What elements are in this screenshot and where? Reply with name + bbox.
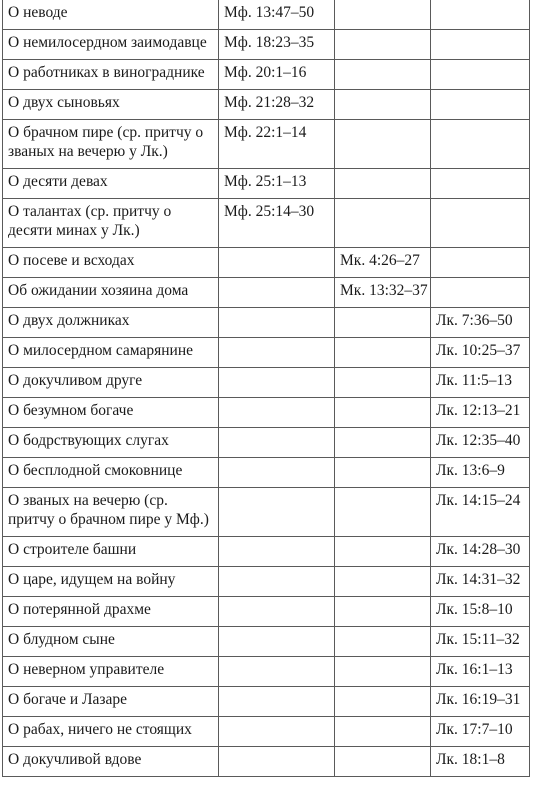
table-row <box>3 248 530 278</box>
luke-reference-cell: Лк. 16:1–13 <box>431 657 530 687</box>
table-row <box>3 278 530 308</box>
parable-name-cell: О талантах (ср. притчу о десяти минах у Лк.) <box>3 199 219 248</box>
mark-reference-cell: Мк. 4:26–27 <box>335 248 431 278</box>
mark-reference-cell <box>335 537 431 567</box>
parable-name-cell: О работниках в винограднике <box>3 60 219 90</box>
matthew-reference-cell: Мф. 13:47–50 <box>219 0 335 30</box>
mark-reference-cell <box>335 368 431 398</box>
parable-name-cell: О блудном сыне <box>3 627 219 657</box>
matthew-reference-cell <box>219 428 335 458</box>
parable-name-cell: О докучливой вдове <box>3 747 219 777</box>
matthew-reference-cell <box>219 567 335 597</box>
luke-reference-cell <box>431 278 530 308</box>
luke-reference-cell <box>431 120 530 169</box>
luke-reference-cell <box>431 90 530 120</box>
parable-name-cell: Об ожидании хозяина дома <box>3 278 219 308</box>
luke-reference-cell: Лк. 17:7–10 <box>431 717 530 747</box>
mark-reference-cell <box>335 428 431 458</box>
table-row <box>3 398 530 428</box>
table-row <box>3 308 530 338</box>
table-row <box>3 687 530 717</box>
mark-reference-cell <box>335 90 431 120</box>
mark-reference-cell <box>335 687 431 717</box>
matthew-reference-cell <box>219 368 335 398</box>
parables-table <box>2 0 530 777</box>
luke-reference-cell: Лк. 7:36–50 <box>431 308 530 338</box>
luke-reference-cell: Лк. 12:13–21 <box>431 398 530 428</box>
mark-reference-cell <box>335 169 431 199</box>
parable-name-cell: О царе, идущем на войну <box>3 567 219 597</box>
matthew-reference-cell <box>219 597 335 627</box>
table-row <box>3 120 530 169</box>
luke-reference-cell: Лк. 14:31–32 <box>431 567 530 597</box>
parable-name-cell: О неверном управителе <box>3 657 219 687</box>
luke-reference-cell <box>431 0 530 30</box>
matthew-reference-cell <box>219 537 335 567</box>
table-row <box>3 717 530 747</box>
luke-reference-cell: Лк. 15:11–32 <box>431 627 530 657</box>
mark-reference-cell <box>335 627 431 657</box>
mark-reference-cell <box>335 458 431 488</box>
matthew-reference-cell <box>219 278 335 308</box>
table-row <box>3 567 530 597</box>
table-row <box>3 338 530 368</box>
mark-reference-cell <box>335 338 431 368</box>
parables-table-body <box>3 0 530 777</box>
mark-reference-cell <box>335 120 431 169</box>
table-row <box>3 428 530 458</box>
matthew-reference-cell <box>219 687 335 717</box>
table-row <box>3 627 530 657</box>
parable-name-cell: О званых на вечерю (ср. притчу о брачном пире у Мф.) <box>3 488 219 537</box>
parable-name-cell: О строителе башни <box>3 537 219 567</box>
matthew-reference-cell <box>219 627 335 657</box>
luke-reference-cell <box>431 199 530 248</box>
parable-name-cell: О докучливом друге <box>3 368 219 398</box>
table-row <box>3 169 530 199</box>
parable-name-cell: О богаче и Лазаре <box>3 687 219 717</box>
parable-name-cell: О посеве и всходах <box>3 248 219 278</box>
luke-reference-cell: Лк. 14:28–30 <box>431 537 530 567</box>
parable-name-cell: О немилосердном заимодавце <box>3 30 219 60</box>
mark-reference-cell: Мк. 13:32–37 <box>335 278 431 308</box>
table-row <box>3 458 530 488</box>
matthew-reference-cell: Мф. 25:1–13 <box>219 169 335 199</box>
mark-reference-cell <box>335 30 431 60</box>
matthew-reference-cell <box>219 398 335 428</box>
table-row <box>3 60 530 90</box>
parable-name-cell: О брачном пире (ср. притчу о званых на вечерю у Лк.) <box>3 120 219 169</box>
matthew-reference-cell: Мф. 25:14–30 <box>219 199 335 248</box>
parable-name-cell: О двух сыновьях <box>3 90 219 120</box>
parable-name-cell: О потерянной драхме <box>3 597 219 627</box>
luke-reference-cell: Лк. 12:35–40 <box>431 428 530 458</box>
mark-reference-cell <box>335 398 431 428</box>
mark-reference-cell <box>335 199 431 248</box>
parable-name-cell: О бесплодной смоковнице <box>3 458 219 488</box>
parable-name-cell: О двух должниках <box>3 308 219 338</box>
matthew-reference-cell <box>219 657 335 687</box>
mark-reference-cell <box>335 747 431 777</box>
mark-reference-cell <box>335 657 431 687</box>
table-row <box>3 30 530 60</box>
table-row <box>3 597 530 627</box>
matthew-reference-cell: Мф. 18:23–35 <box>219 30 335 60</box>
luke-reference-cell <box>431 169 530 199</box>
parable-name-cell: О десяти девах <box>3 169 219 199</box>
luke-reference-cell: Лк. 13:6–9 <box>431 458 530 488</box>
luke-reference-cell: Лк. 18:1–8 <box>431 747 530 777</box>
luke-reference-cell: Лк. 10:25–37 <box>431 338 530 368</box>
mark-reference-cell <box>335 717 431 747</box>
parable-name-cell: О бодрствующих слугах <box>3 428 219 458</box>
luke-reference-cell <box>431 60 530 90</box>
table-row <box>3 368 530 398</box>
luke-reference-cell: Лк. 11:5–13 <box>431 368 530 398</box>
parable-name-cell: О безумном богаче <box>3 398 219 428</box>
parable-name-cell: О милосердном самарянине <box>3 338 219 368</box>
matthew-reference-cell: Мф. 20:1–16 <box>219 60 335 90</box>
matthew-reference-cell <box>219 458 335 488</box>
matthew-reference-cell <box>219 248 335 278</box>
table-row <box>3 90 530 120</box>
table-row <box>3 0 530 30</box>
matthew-reference-cell <box>219 338 335 368</box>
luke-reference-cell <box>431 30 530 60</box>
matthew-reference-cell <box>219 488 335 537</box>
luke-reference-cell: Лк. 15:8–10 <box>431 597 530 627</box>
luke-reference-cell <box>431 248 530 278</box>
mark-reference-cell <box>335 488 431 537</box>
matthew-reference-cell <box>219 717 335 747</box>
matthew-reference-cell <box>219 308 335 338</box>
mark-reference-cell <box>335 60 431 90</box>
parable-name-cell: О рабах, ничего не стоящих <box>3 717 219 747</box>
mark-reference-cell <box>335 308 431 338</box>
matthew-reference-cell: Мф. 21:28–32 <box>219 90 335 120</box>
parable-name-cell: О неводе <box>3 0 219 30</box>
mark-reference-cell <box>335 0 431 30</box>
table-row <box>3 537 530 567</box>
mark-reference-cell <box>335 567 431 597</box>
luke-reference-cell: Лк. 14:15–24 <box>431 488 530 537</box>
table-row <box>3 747 530 777</box>
matthew-reference-cell <box>219 747 335 777</box>
matthew-reference-cell: Мф. 22:1–14 <box>219 120 335 169</box>
luke-reference-cell: Лк. 16:19–31 <box>431 687 530 717</box>
table-row <box>3 488 530 537</box>
table-row <box>3 657 530 687</box>
table-row <box>3 199 530 248</box>
mark-reference-cell <box>335 597 431 627</box>
